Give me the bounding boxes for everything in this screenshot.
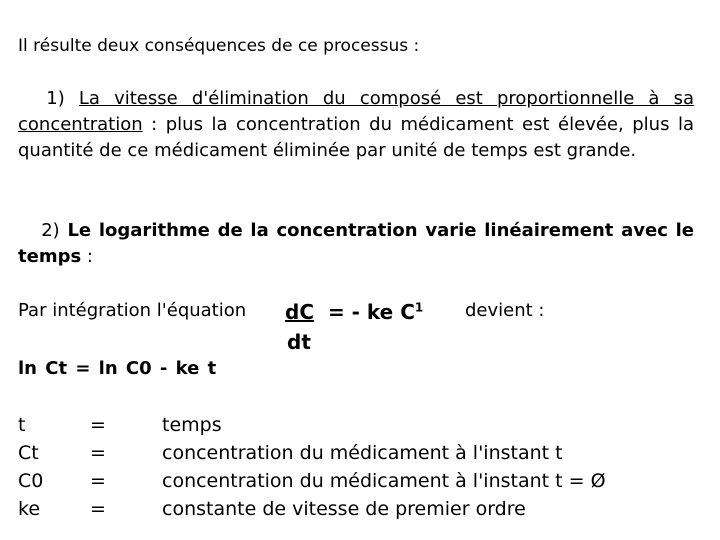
definition-equals: = — [90, 442, 106, 464]
integration-prefix: Par intégration l'équation — [18, 300, 247, 321]
point-1 — [18, 86, 694, 164]
equation-denominator: dt — [287, 330, 311, 354]
equation-numerator — [285, 300, 423, 324]
definition-equals: = — [90, 470, 106, 492]
definition-equals: = — [90, 498, 106, 520]
point-1-rest: : plus la concentration du médicament est élevée, plus la quantité de ce médicament éliminée par unité de temps est grande. — [18, 114, 694, 161]
integration-suffix: devient : — [465, 300, 545, 321]
definitions-list — [18, 411, 606, 523]
definition-meaning: concentration du médicament à l'instant t = Ø — [162, 470, 606, 492]
equation-dc: dC — [285, 300, 314, 324]
point-2-emphasis: Le logarithme de la concentration varie linéairement avec le temps — [18, 220, 694, 267]
point-1-number: 1) — [46, 88, 65, 109]
point-2-rest: : — [81, 246, 93, 267]
definition-row — [18, 439, 606, 467]
ln-equation: ln Ct = ln C0 - ke t — [18, 358, 217, 379]
definition-symbol: Ct — [18, 442, 39, 464]
intro-text: Il résulte deux conséquences de ce processus : — [18, 36, 420, 56]
equation-operator: = - ke C — [327, 300, 415, 324]
definition-meaning: concentration du médicament à l'instant t — [162, 442, 563, 464]
definition-equals: = — [90, 414, 106, 436]
equation-exponent: 1 — [414, 300, 424, 315]
point-2-number: 2) — [41, 220, 60, 241]
definition-symbol: C0 — [18, 470, 44, 492]
definition-symbol: t — [18, 414, 26, 436]
definition-meaning: constante de vitesse de premier ordre — [162, 498, 526, 520]
definition-row — [18, 411, 606, 439]
definition-meaning: temps — [162, 414, 222, 436]
point-1-emphasis: La vitesse d'élimination du composé est proportionnelle à sa concentration — [18, 88, 694, 135]
definition-row — [18, 495, 606, 523]
definition-row — [18, 467, 606, 495]
point-2 — [18, 218, 694, 270]
definition-symbol: ke — [18, 498, 41, 520]
